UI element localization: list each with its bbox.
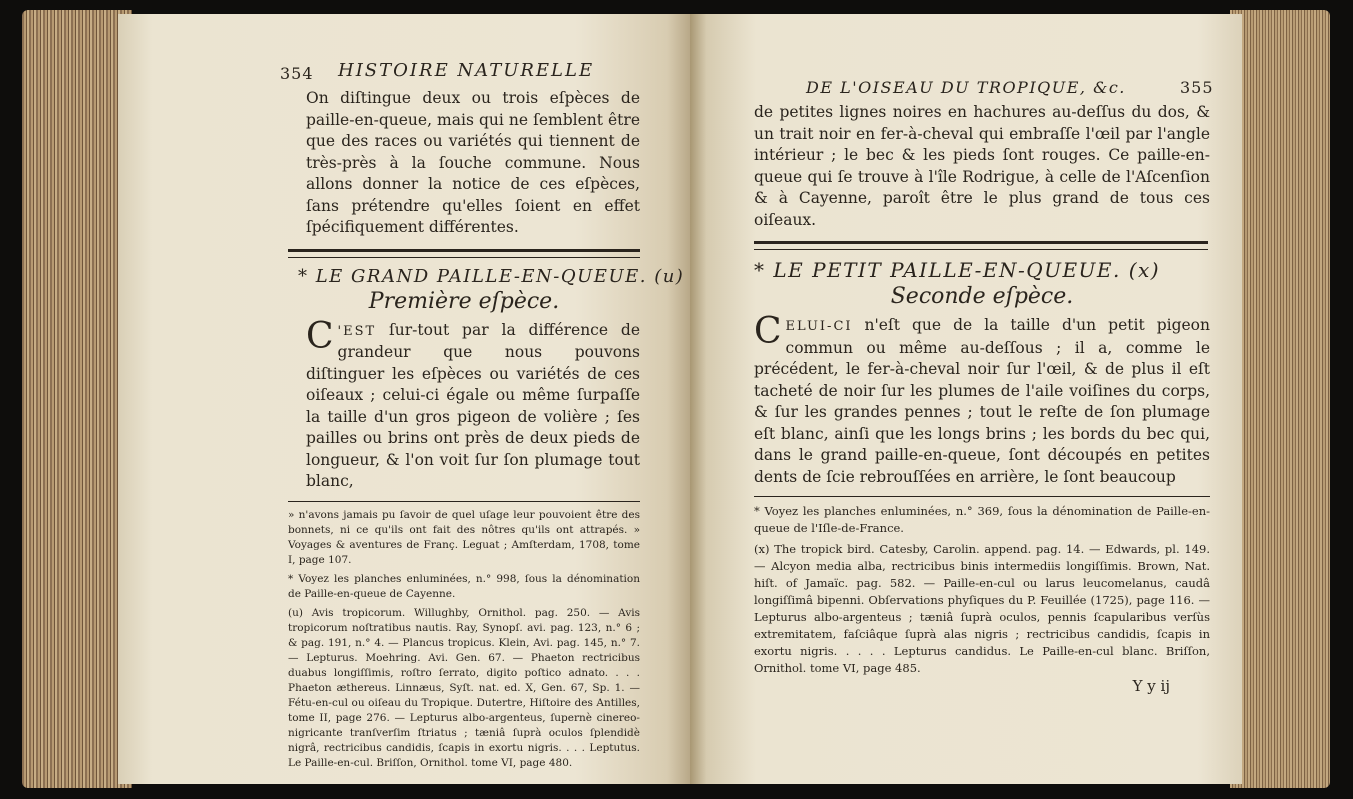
section-subtitle: Première eſpèce.: [368, 288, 560, 314]
footnote: (u) Avis tropicorum. Willughby, Ornithol. pag. 250. — Avis tropicorum noſtratibus nautis. Ray, Synopſ. avi. pag. 123, n.° 6 ; & pag. 191, n.° 4. — Plancus tropicus. Klein, Avi. pag. 145, n.° 7. — Lepturus. Moehring. Avi. Gen. 67. — Phaeton rectricibus duabus longiſſimis, roſtro ſerrato, digito poſtico adnato. . . . Phaeton æthereus. Linnæus, Syſt. nat. ed. X, Gen. 67, Sp. 1. — Fétu-en-cul ou oiſeau du Tropique. Dutertre, Hiſtoire des Antilles, tome II, page 276. — Lepturus albo-argenteus, ſupernè cinereo-nigricante tranſverſim ſtriatus ; tæniâ ſuprà oculos ſplendidè nigrâ, rectricibus candidis, ſcapis in exortu nigris. . . . Leptutus. Le Paille-en-cul. Briſſon, Ornithol. tome VI, page 480.: [288, 606, 640, 769]
left-page-content: [0, 58, 690, 771]
section-divider: [288, 249, 640, 258]
footnote: * Voyez les planches enluminées, n.° 998, ſous la dénomination de Paille-en-queue de Cayenne.: [288, 572, 640, 600]
section-paragraph-text: n'eſt que de la taille d'un petit pigeon commun ou même au-deſſous ; il a, comme le précédent, le fer-à-cheval noir ſur l'œil, & de plus il eſt tacheté de noir ſur les plumes de l'aile voiſines du corps, & ſur les grandes pennes ; tout le reſte de ſon plumage eſt blanc, ainſi que les longs brins ; les bords du bec qui, dans le grand paille-en-queue, ſont découpés en petites dents de ſcie rebrouſſées en arrière, le ſont beaucoup: [754, 316, 1210, 486]
book-edge-right: [1230, 10, 1330, 788]
running-head-title: DE L'OISEAU DU TROPIQUE, &c.: [806, 78, 1126, 97]
section-subtitle: Seconde eſpèce.: [890, 284, 1074, 309]
footnote: » n'avons jamais pu ſavoir de quel uſage leur pouvoient être des bonnets, ni ce qu'ils ont fait des nôtres qu'ils ont attrapés. » Voyages & aventures de Franç. Leguat ; Amſterdam, 1708, tome I, page 107.: [288, 508, 640, 566]
page-number: 355: [1180, 78, 1214, 97]
lead-smallcaps: 'EST: [337, 323, 377, 339]
signature-mark: Y y ij: [1132, 677, 1170, 695]
footnote-rule: [288, 501, 640, 502]
section-title: * LE GRAND PAILLE-EN-QUEUE. (u): [298, 265, 685, 287]
drop-cap: C: [754, 311, 782, 352]
page-number: 354: [280, 64, 314, 83]
section-paragraph: [306, 315, 640, 493]
section-paragraph-text: ſur-tout par la différence de grandeur que nous pouvons diſtinguer les eſpèces ou variétés de ces oiſeaux ; celui-ci égale ou même ſurpaſſe la taille d'un gros pigeon de volière ; ſes pailles ou brins ont près de deux pieds de longueur, & l'on voit ſur ſon plumage tout blanc,: [306, 320, 640, 490]
lead-smallcaps: ELUI-CI: [785, 319, 853, 334]
drop-cap: C: [306, 315, 334, 357]
continuation-paragraph: de petites lignes noires en hachures au-deſſus du dos, & un trait noir en fer-à-cheval qui embraſſe l'œil par l'angle intérieur ; le bec & les pieds ſont rouges. Ce paille-en-queue qui ſe trouve à l'île Rodrigue, à celle de l'Aſcenſion & à Cayenne, paroît être le plus grand de tous ces oiſeaux.: [754, 103, 1210, 229]
footnote: (x) The tropick bird. Catesby, Carolin. append. pag. 14. — Edwards, pl. 149. — Alcyon media alba, rectricibus binis intermediis longiſſimis. Brown, Nat. hiſt. of Jamaïc. pag. 582. — Paille-en-cul ou larus leucomelanus, caudâ longiſſimâ bipenni. Obſervations phyſiques du P. Feuillée (1725), page 116. — Lepturus albo-argenteus ; tæniâ ſuprà oculos, pennis ſcapularibus verſùs extremitatem, faſciâque ſuprà alas nigris ; rectricibus candidis, ſcapis in exortu nigris. . . . . Lepturus candidus. Le Paille-en-cul blanc. Briſſon, Ornithol. tome VI, page 485.: [754, 542, 1210, 675]
right-page: [690, 14, 1242, 784]
running-head: [754, 72, 1214, 102]
section-title: * LE PETIT PAILLE-EN-QUEUE. (x): [754, 258, 1161, 282]
running-head: [280, 58, 640, 88]
footnote-rule: [754, 496, 1210, 497]
footnote: * Voyez les planches enluminées, n.° 369, ſous la dénomination de Paille-en-queue de l'Iſle-de-France.: [754, 504, 1210, 535]
right-page-content: [754, 72, 1214, 695]
section-paragraph: [754, 311, 1210, 488]
section-divider: [754, 241, 1208, 250]
running-head-title: HISTOIRE NATURELLE: [338, 60, 595, 81]
intro-paragraph: On diſtingue deux ou trois eſpèces de paille-en-queue, mais qui ne ſemblent être que des races ou variétés qui tiennent de très-près à la ſouche commune. Nous allons donner la notice de ces eſpèces, ſans prétendre qu'elles ſoient en effet ſpécifiquement différentes.: [306, 89, 640, 236]
